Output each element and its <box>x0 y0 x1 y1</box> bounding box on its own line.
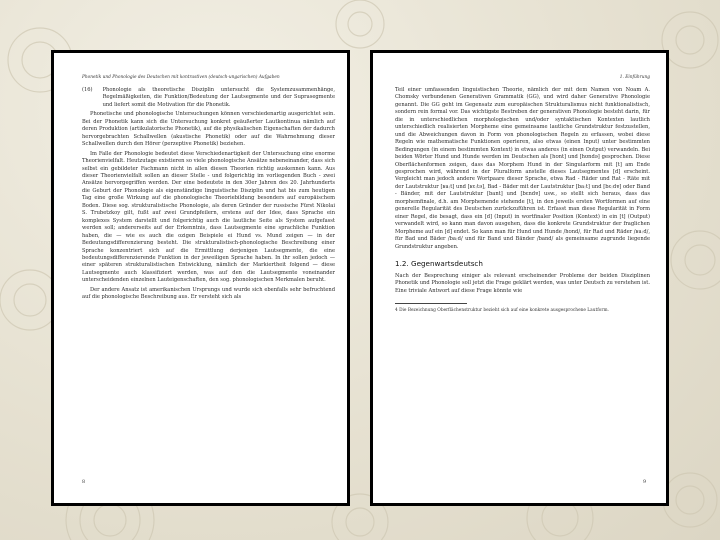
left-paragraph-3: Der andere Ansatz ist amerikanischen Ursprungs und wurde sich ebenfalls sehr befruchtend auf die phonologische Beschreibung aus. Er versteht sich als <box>82 286 335 301</box>
left-page-frame <box>51 50 350 506</box>
right-paragraph-1: Teil einer umfassenden linguistischen Theorie, nämlich der mit dem Namen von Noam A. Chomsky verbundenen Generativen Grammatik (GG), und wird daher Generative Phonologie genannt. Die GG geht im Gegensatz zum europäischen Strukturalismus nicht funktionalistisch, sondern rein formal vor. Das wichtigste Bestreben der generativen Phonologie besteht darin, für die in unterschiedlichen morphologischen und/oder syntaktischen Kontexten lautlich unterschiedlich realisierten Morpheme eine gemeinsame lautliche Grundstruktur festzustellen, und die Abweichungen davon in Form von phonologischen Regeln zu erfassen, wobei diese Regeln wie mathematische Funktionen operieren, also etwas (einen Input) unter bestimmten Bedingungen (in einem bestimmten Kontext) in etwas anderes (in einen Output) verwandeln. Bei beiden Wörter Hund und Hunde werden im Deutschen als [hʊnt] und [hʊndə] gesprochen. Diese Oberflächenformen zeigen, dass das Morphem Hund in der Singularform mit [t] am Ende gesprochen wird, während in der Pluralform anstelle dieses Lautsegmentes [d] erscheint. Vergleicht man jedoch andere Wortpaare dieser Sprache, etwa Rad - Räder und Rat - Räte mit der Lautstruktur [ʁaːt] und [ʁɛːtə], Bad - Bäder mit der Lautstruktur [baːt] und [bɛːdɐ] oder Band - Bänder, mit der Lautstruktur [bant] und [bɛndɐ] usw., so stellt sich heraus, dass das morphemfinale, d.h. am Morphemende stehende [t], in den jeweils ersten Wortformen auf eine generelle Regularität des Deutschen zurückzuführen ist. Erfasst man diese Regularität in Form einer Regel, die besagt, dass ein [d] (Input) in wortfinaler Position (Kontext) in ein [t] (Output) verwandelt wird, so kann man davon ausgehen, dass die konkrete Grundstruktur der fraglichen Morpheme auf ein [d] endet. So kann man für Hund und Hunde /hʊnd/, für Rad und Räder /ʁaːd/, für Bad und Bäder /baːd/ und für Band und Bänder /band/ als gemeinsame zugrunde liegende Grundstruktur angeben. <box>395 87 650 250</box>
right-running-head-text: 1. Einführung <box>619 75 650 80</box>
right-page <box>373 53 666 503</box>
right-running-head <box>395 75 650 81</box>
right-page-number: 9 <box>642 480 646 485</box>
definition-16 <box>82 87 335 111</box>
right-page-frame <box>370 50 669 506</box>
right-paragraph-2: Nach der Besprechung einiger als relevant erscheinender Probleme der beiden Disziplinen Phonetik und Phonologie soll jetzt die Frage geklärt werden, was unter Deutsch zu verstehen ist. Eine triviale Antwort auf diese Frage könnte wie <box>395 272 650 294</box>
left-running-head <box>82 75 335 81</box>
footnote-4: 4 Die Bezeichnung Oberflächenstruktur bezieht sich auf eine konkrete ausgesprochene Lautform. <box>395 308 609 314</box>
section-heading-1-2: 1.2. Gegenwartsdeutsch <box>395 258 483 268</box>
left-page <box>54 53 347 503</box>
definition-number: (16) <box>82 87 93 93</box>
definition-text: Phonologie als theoretische Disziplin untersucht die Systemzusammenhänge, Regelmäßigkeiten, die Funktion/Bedeutung der Lautsegmente und der Suprasegmente und liefert somit die Motivation für die Phonetik. <box>102 87 335 108</box>
left-paragraph-2: Im Falle der Phonologie bedeutet diese Verschiedenartigkeit der Untersuchung eine enorme Theorienvielfalt. Heutzutage existieren so viele phonologische Ansätze nebeneinander, dass sich selbst ein gebildeter Fachmann nicht in allen diesen Theorien richtig auskennen kann. Aus dieser Theorienvielfalt sollen an dieser Stelle - und folgerichtig im vorliegenden Buch - zwei Ansätze hervorgegriffen werden. Der eine bedeutete in den 30er Jahren des 20. Jahrhunderts die Geburt der Phonologie als eigenständige linguistische Disziplin und hat bis zum heutigen Tag eine große Wirkung auf die phonologische Theoriebildung besonders auf europäischem Boden. Diese sog. strukturalistische Phonologie, als deren Gründer der russische Fürst Nikolai S. Trubetzkoy gilt, fußt auf zwei Grundpfeilern, erstens auf der Idee, dass Sprache ein komplexes System darstellt und folgerichtig auch die lautliche Seite als System aufgefasst werden soll; andererseits auf der Erkenntnis, dass Lautsegmente eine sprachliche Funktion haben, die — wie es auch die ozigen Beispiele ei Hund vs. Mund zeigen — in der Bedeutungsdifferenzierung besteht. Die strukturalistisch-phonologische Beschreibung einer Sprache konzentriert sich auf die Ermittlung derjenigen Lautsegmente, die eine bedeutungsdifferenzierende Funktion in der jeweiligen Sprache haben. In ihr sollen jedoch — einer späteren strukturalistischen Entwicklung, nämlich der Markiertheit folgend — diese Lautsegmente auch klassifiziert werden, was auf den die Lautsegmente voneinander unterscheidenden einzelnen Lauteigenschaften, den sog. phonologischen Merkmalen beruht. <box>82 150 335 284</box>
footnote-rule <box>395 303 467 304</box>
left-running-head-text: Phonetik und Phonologie des Deutschen mit kontrastiven (deutsch-ungarischen) Aufgaben <box>82 75 280 80</box>
left-page-number: 8 <box>82 480 86 485</box>
left-paragraph-1: Phonetische und phonologische Untersuchungen können verschiedenartig ausgerichtet sein. Bei der Phonetik kann sich die Untersuchung konkret geäußerter Lautkontinua nämlich auf deren Produktion (artikulatorische Phonetik), auf die physikalischen Eigenschaften der dadurch hervorgebrachten Schallwellen (akustische Phonetik) oder auf die Wahrnehmung dieser Schallwellen durch den Hörer (perzeptive Phonetik) beziehen. <box>82 111 335 148</box>
